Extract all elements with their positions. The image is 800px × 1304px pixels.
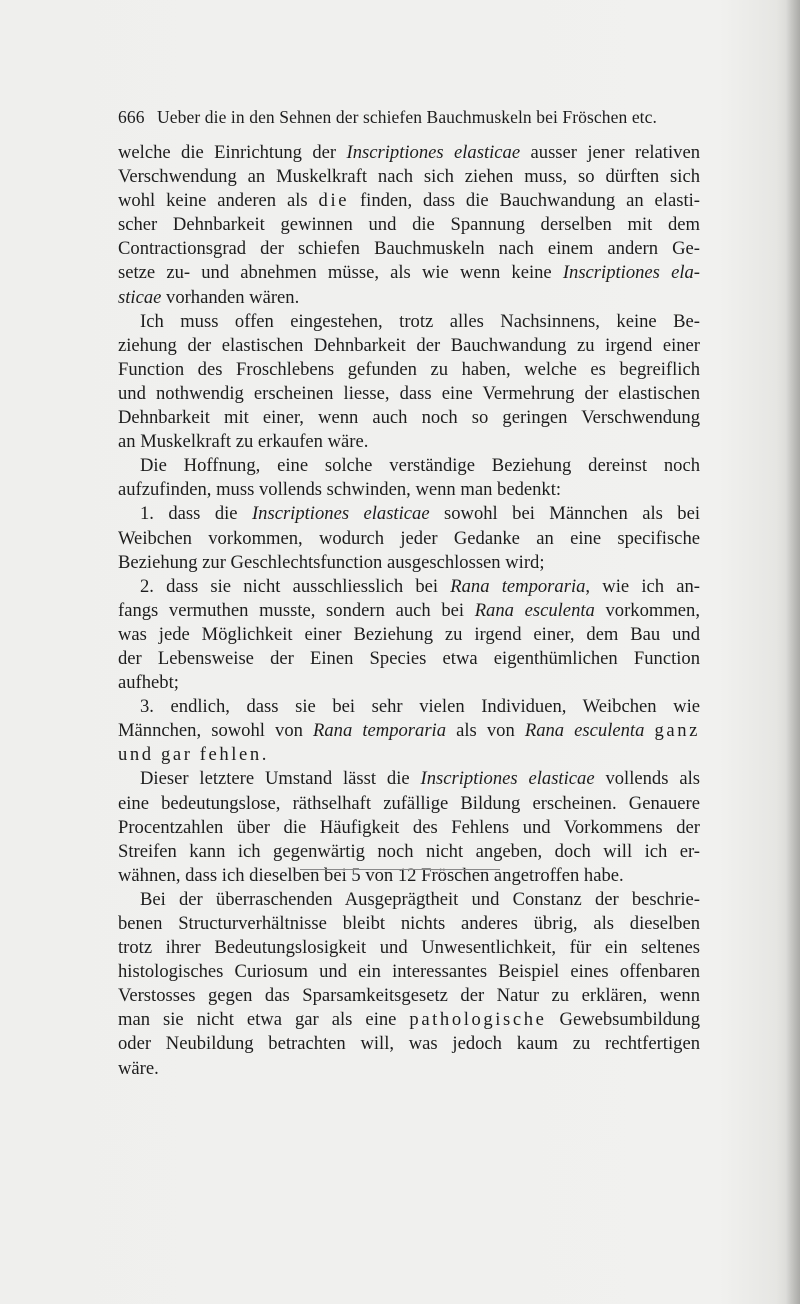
text-run: scher Dehnbarkeit gewinnen und die Spannung derselben mit dem — [118, 214, 700, 236]
text-line — [118, 261, 700, 285]
text-run: aufzufinden, muss vollends schwinden, wenn man bedenkt: — [118, 479, 562, 501]
running-title: Ueber die in den Sehnen der schiefen Bauchmuskeln bei Fröschen etc. — [157, 107, 657, 127]
text-line — [118, 165, 700, 189]
page-edge-shadow — [786, 0, 800, 1304]
text-run: und gar fehlen — [118, 744, 262, 766]
text-run: eine bedeutungslose, räthselhaft zufällige Bildung erscheinen. Genauere — [118, 792, 700, 814]
section-rule — [300, 869, 500, 870]
text-line — [118, 671, 700, 695]
text-line — [118, 454, 700, 478]
text-line — [118, 647, 700, 671]
text-run: Rana esculenta — [524, 720, 645, 742]
text-run: Function des Froschlebens gefunden zu haben, welche es begreiflich — [118, 358, 700, 380]
text-line — [118, 599, 700, 623]
text-line — [118, 575, 700, 599]
text-run: Inscriptiones ela- — [562, 262, 700, 284]
text-run: sowohl bei Männchen als bei — [429, 503, 700, 525]
text-run: ziehung der elastischen Dehnbarkeit der Bauchwandung zu irgend einer — [118, 334, 700, 356]
text-run: wähnen, dass ich dieselben bei 5 von 12 Fröschen angetroffen habe. — [118, 864, 624, 886]
text-run: was jede Möglichkeit einer Beziehung zu irgend einer, dem Bau und — [118, 623, 700, 645]
text-run: Weibchen vorkommen, wodurch jeder Gedanke an eine specifische — [118, 527, 700, 549]
text-run: Inscriptiones elasticae — [346, 142, 521, 163]
text-run: 1. dass die — [140, 503, 252, 525]
text-line — [118, 189, 700, 213]
text-run: vollends als — [594, 768, 700, 790]
text-line — [118, 767, 700, 791]
text-run: setze zu- und abnehmen müsse, als wie wenn keine — [118, 262, 563, 284]
text-run: trotz ihrer Bedeutungslosigkeit und Unwesentlichkeit, für ein seltenes — [118, 937, 700, 959]
text-run: ganz — [654, 720, 700, 742]
text-line — [118, 310, 700, 334]
text-run — [644, 720, 654, 741]
text-run: wäre. — [118, 1057, 159, 1079]
text-run: Verstosses gegen das Sparsamkeitsgesetz der Natur zu erklären, wenn — [118, 985, 700, 1007]
text-line — [118, 984, 700, 1008]
text-run: pathologische — [409, 1009, 547, 1031]
body-text — [118, 141, 700, 1081]
text-run: Inscriptiones elasticae — [420, 768, 595, 790]
text-line — [118, 623, 700, 647]
text-run: sticae — [118, 286, 162, 308]
text-run: , wie ich an- — [585, 575, 700, 597]
text-run: Dehnbarkeit mit einer, wenn auch noch so geringen Verschwendung — [118, 407, 700, 429]
text-run: vorhanden wären. — [161, 286, 300, 308]
text-run: finden, dass die Bauchwandung an elasti- — [349, 190, 700, 212]
text-run: Contractionsgrad der schiefen Bauchmuskeln nach einem andern Ge- — [118, 238, 700, 260]
text-run: man sie nicht etwa gar als eine — [118, 1009, 410, 1031]
text-run: wohl keine anderen als — [118, 190, 319, 212]
text-run: Ich muss offen eingestehen, trotz alles Nachsinnens, keine Be- — [140, 310, 700, 332]
text-line — [118, 695, 700, 719]
text-line — [118, 1057, 700, 1081]
text-run: Gewebsumbildung — [546, 1009, 700, 1031]
text-line — [118, 888, 700, 912]
text-run: der Lebensweise der Einen Species etwa eigenthümlichen Function — [118, 647, 700, 669]
text-line — [118, 816, 700, 840]
text-run: die — [318, 190, 350, 212]
text-run: 3. endlich, dass sie bei sehr vielen Individuen, Weibchen wie — [140, 696, 700, 718]
text-line — [118, 936, 700, 960]
text-run: ausser jener relativen — [520, 142, 700, 163]
text-run: histologisches Curiosum und ein interessantes Beispiel eines offenbaren — [118, 961, 700, 983]
text-line — [118, 792, 700, 816]
text-run: . — [261, 744, 267, 766]
text-run: 2. dass sie nicht ausschliesslich bei — [140, 575, 451, 597]
text-run: welche die Einrichtung der — [118, 142, 347, 163]
text-line — [118, 430, 700, 454]
text-run: aufhebt; — [118, 672, 179, 694]
text-line — [118, 141, 700, 165]
text-line — [118, 1032, 700, 1056]
text-line — [118, 527, 700, 551]
text-line — [118, 286, 700, 310]
text-line — [118, 334, 700, 358]
text-line — [118, 478, 700, 502]
text-line — [118, 840, 700, 864]
text-line — [118, 406, 700, 430]
text-line — [118, 358, 700, 382]
text-run: Bei der überraschenden Ausgeprägtheit und Constanz der beschrie- — [140, 888, 700, 910]
text-line — [118, 743, 700, 767]
text-line — [118, 912, 700, 936]
text-run: Streifen kann ich gegenwärtig noch nicht angeben, doch will ich er- — [118, 840, 700, 862]
text-line — [118, 213, 700, 237]
text-line — [118, 502, 700, 526]
text-run: Rana temporaria — [450, 575, 586, 597]
page-number: 666 — [118, 107, 145, 127]
text-line — [118, 960, 700, 984]
text-run: an Muskelkraft zu erkaufen wäre. — [118, 431, 369, 453]
text-line — [118, 382, 700, 406]
text-run: Dieser letztere Umstand lässt die — [140, 768, 421, 790]
text-run: Inscriptiones elasticae — [251, 503, 430, 525]
text-run: oder Neubildung betrachten will, was jedoch kaum zu rechtfertigen — [118, 1033, 700, 1055]
text-line — [118, 719, 700, 743]
text-run: Verschwendung an Muskelkraft nach sich ziehen muss, so dürften sich — [118, 166, 700, 188]
running-header — [118, 104, 698, 130]
text-run: Rana temporaria — [313, 720, 447, 742]
text-run: und nothwendig erscheinen liesse, dass eine Vermehrung der elastischen — [118, 382, 700, 404]
text-line — [118, 551, 700, 575]
text-run: als von — [446, 720, 525, 742]
text-run: Die Hoffnung, eine solche verständige Beziehung dereinst noch — [140, 455, 700, 477]
text-run: benen Structurverhältnisse bleibt nichts anderes übrig, als dieselben — [118, 913, 700, 934]
text-line — [118, 864, 700, 888]
text-run: Procentzahlen über die Häufigkeit des Fehlens und Vorkommens der — [118, 816, 700, 838]
text-run: Beziehung zur Geschlechtsfunction ausgeschlossen wird; — [118, 551, 545, 573]
text-run: vorkommen, — [594, 599, 700, 621]
text-line — [118, 237, 700, 261]
text-run: Männchen, sowohl von — [118, 720, 314, 742]
text-run: Rana esculenta — [474, 599, 595, 621]
text-line — [118, 1008, 700, 1032]
text-run: fangs vermuthen musste, sondern auch bei — [118, 599, 475, 621]
